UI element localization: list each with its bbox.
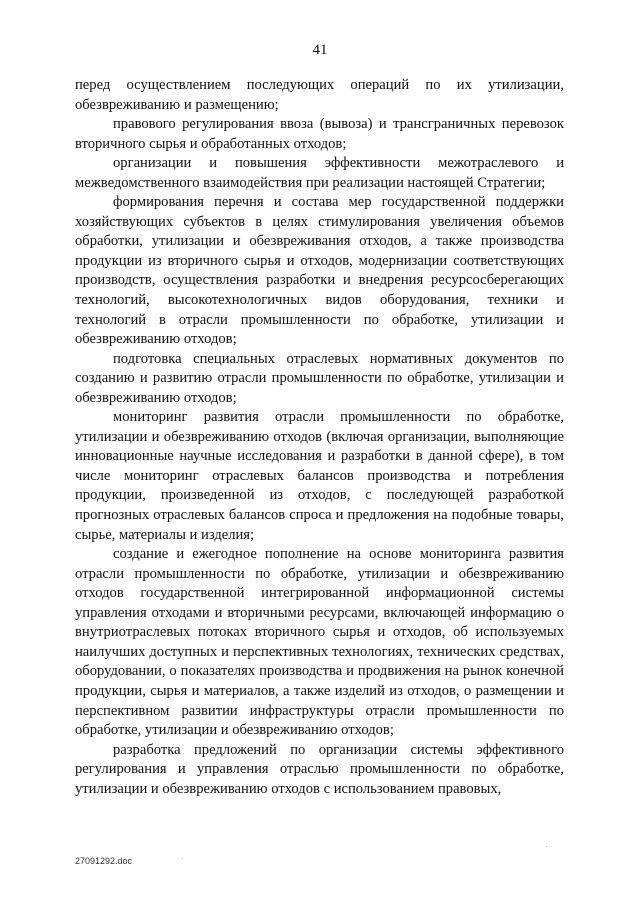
scan-speck bbox=[182, 858, 183, 859]
document-body bbox=[75, 76, 564, 799]
paragraph: разработка предложений по организации системы эффективного регулирования и управления отраслью промышленности по обработке, утилизации и обезвреживанию отходов с использованием правовых, bbox=[75, 741, 564, 797]
paragraph: организации и повышения эффективности межотраслевого и межведомственного взаимодействия при реализации настоящей Стратегии; bbox=[75, 155, 564, 191]
footer-filename: 27091292.doc bbox=[75, 856, 133, 866]
paragraph: подготовка специальных отраслевых нормативных документов по созданию и развитию отрасли промышленности по обработке, утилизации и обезвреживанию отходов; bbox=[75, 350, 564, 406]
paragraph: формирования перечня и состава мер государственной поддержки хозяйствующих субъектов в целях стимулирования увеличения объемов обработки, утилизации и обезвреживания отходов, а также производства продукции из вторичного сырья и отходов, модернизации соответствующих производств, осуществления разработки и внедрения ресурсосберегающих технологий, высокотехнологичных видов оборудования, техники и технологий в отрасли промышленности по обработке, утилизации и обезвреживанию отходов; bbox=[75, 194, 564, 348]
paragraph: перед осуществлением последующих операций по их утилизации, обезвреживанию и размещению; bbox=[75, 77, 564, 113]
page-number: 41 bbox=[312, 42, 328, 58]
paragraph: правового регулирования ввоза (вывоза) и трансграничных перевозок вторичного сырья и обработанных отходов; bbox=[75, 116, 564, 152]
paragraph: мониторинг развития отрасли промышленности по обработке, утилизации и обезвреживанию отходов (включая организации, выполняющие инновационные научные исследования и разработки в данной сфере), в том числе мониторинг отраслевых балансов производства и потребления продукции, произведенной из отходов, с последующей разработкой прогнозных отраслевых балансов спроса и предложения на подобные товары, сырье, материалы и изделия; bbox=[75, 409, 564, 543]
paragraph: создание и ежегодное пополнение на основе мониторинга развития отрасли промышленности по обработке, утилизации и обезвреживанию отходов государственной интегрированной информационной системы управления отходами и вторичными ресурсами, включающей информацию о внутриотраслевых потоках вторичного сырья и отходов, об используемых наилучших доступных и перспективных технологиях, технических средствах, оборудовании, о показателях производства и продвижения на рынок конечной продукции, сырья и материалов, а также изделий из отходов, о размещении и перспективном развитии инфраструктуры отрасли промышленности по обработке, утилизации и обезвреживанию отходов; bbox=[75, 546, 564, 739]
scan-speck bbox=[546, 846, 547, 847]
